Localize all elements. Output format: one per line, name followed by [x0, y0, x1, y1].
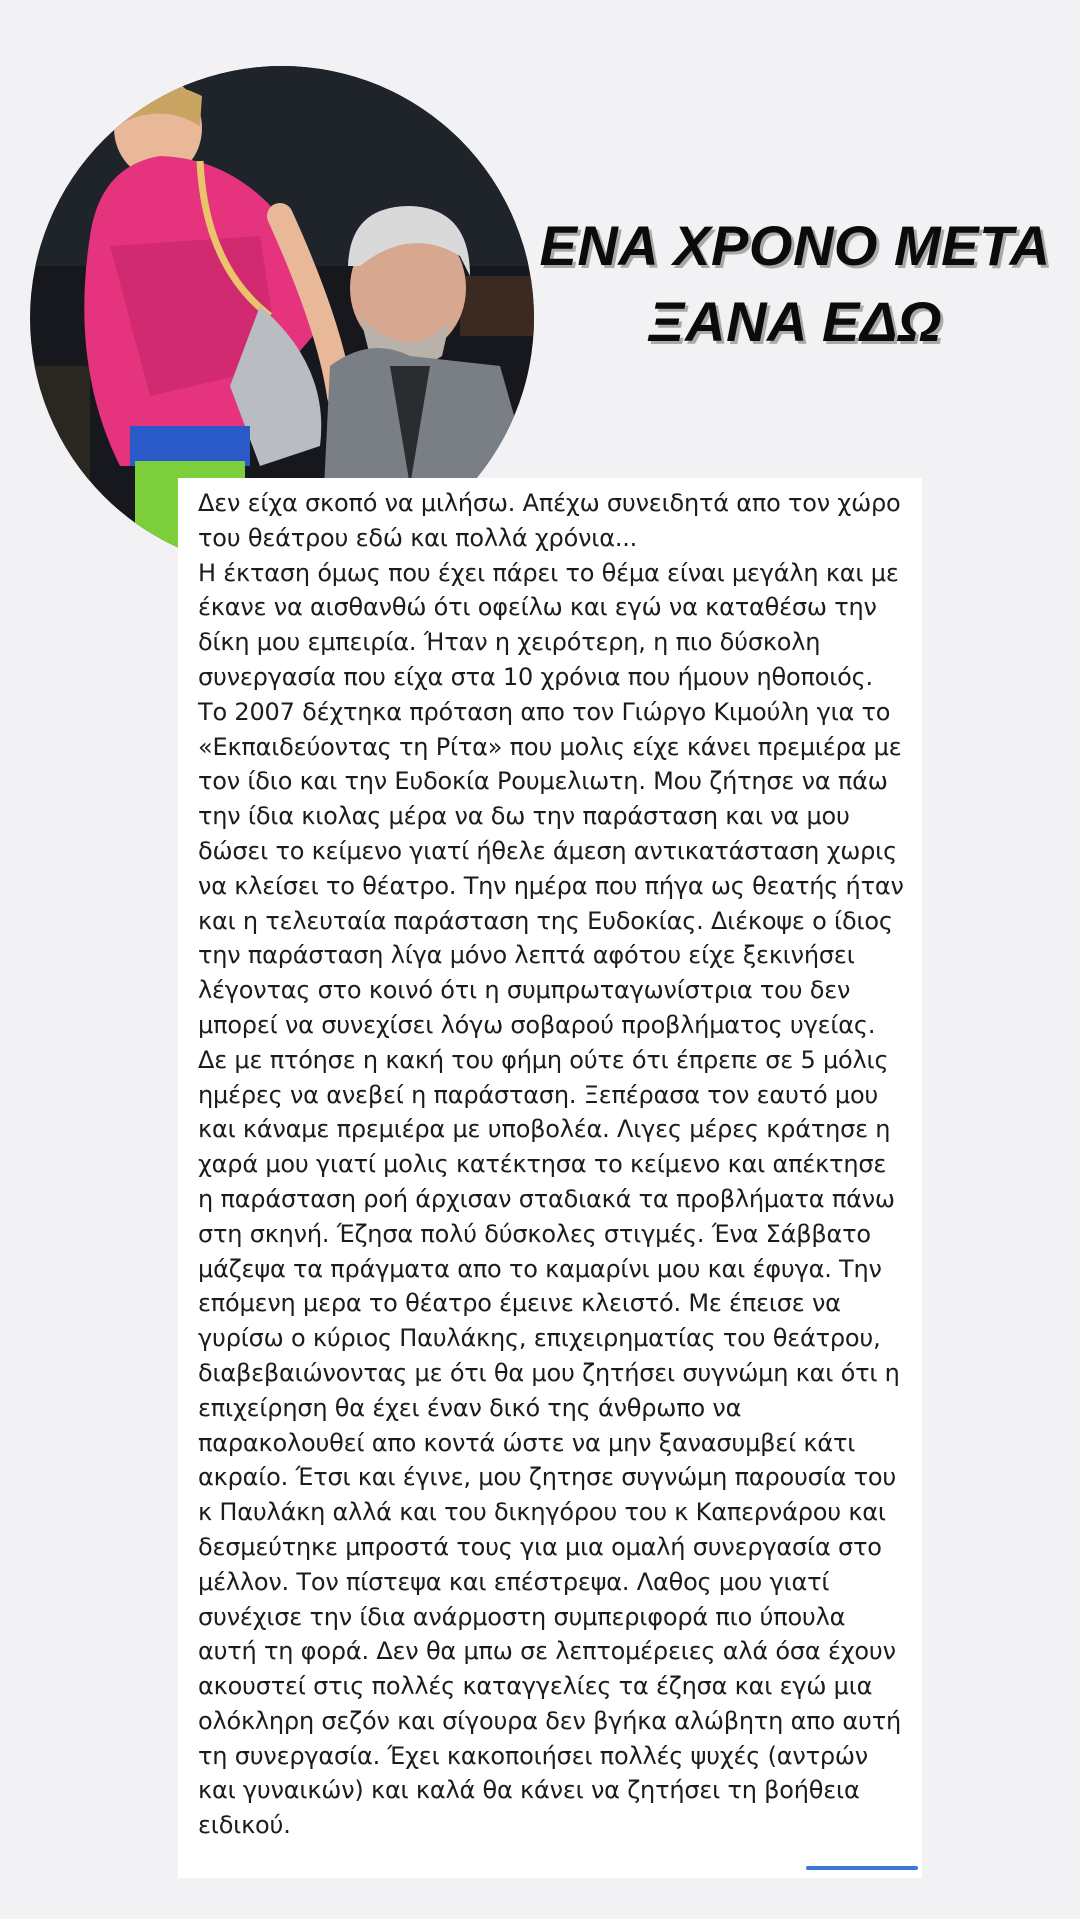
headline-line-1: ΕΝΑ ΧΡΟΝΟ ΜΕΤΑ	[539, 214, 1051, 277]
post-card	[178, 478, 922, 1878]
headline	[530, 208, 1060, 360]
post-paragraph: Δεν είχα σκοπό να μιλήσω. Απέχω συνειδητά απο τον χώρο του θεάτρου εδώ και πολλά χρόνια...	[198, 489, 901, 552]
post-text	[198, 486, 908, 1843]
card-accent-bar	[806, 1866, 918, 1870]
headline-line-2: ΞΑΝΑ ΕΔΩ	[647, 290, 943, 353]
post-paragraph: Η έκταση όμως που έχει πάρει το θέμα είναι μεγάλη και με έκανε να αισθανθώ ότι οφείλω και εγώ να καταθέσω την δίκη μου εμπειρία. Ήταν η χειρότερη, η πιο δύσκολη συνεργασία που είχα στα 10 χρόνια που ήμουν ηθοποιός. Το 2007 δέχτηκα πρόταση απο τον Γιώργο Κιμούλη για το «Εκπαιδεύοντας τη Ρίτα» που μολις είχε κάνει πρεμιέρα με τον ίδιο και την Ευδοκία Ρουμελιωτη. Μου ζήτησε να πάω την ίδια κιολας μέρα να δω την παράσταση και να μου δώσει το κείμενο γιατί ήθελε άμεση αντικατάσταση χωρις να κλείσει το θέατρο. Την ημέρα που πήγα ως θεατής ήταν και η τελευταία παράσταση της Ευδοκίας. Διέκοψε ο ίδιος την παράσταση λίγα μόνο λεπτά αφότου είχε ξεκινήσει λέγοντας στο κοινό ότι η συμπρωταγωνίστρια του δεν μπορεί να συνεχίσει λόγω σοβαρού προβλήματος υγείας.	[198, 558, 904, 1039]
post-paragraph: Δε με πτόησε η κακή του φήμη ούτε ότι έπρεπε σε 5 μόλις ημέρες να ανεβεί η παράσταση. Ξεπέρασα τον εαυτό μου και κάναμε πρεμιέρα με υποβολέα. Λιγες μέρες κράτησε η χαρά μου γιατί μολις κατέκτησα το κείμενο και απέκτησε η παράσταση ροή άρχισαν σταδιακά τα προβλήματα πάνω στη σκηνή. Έζησα πολύ δύσκολες στιγμές. Ένα Σάββατο μάζεψα τα πράγματα απο το καμαρίνι μου και έφυγα. Την επόμενη μερα το θέατρο έμεινε κλειστό. Με έπεισε να γυρίσω ο κύριος Παυλάκης, επιχειρηματίας του θεάτρου, διαβεβαιώνοντας με ότι θα μου ζητήσει συγνώμη και ότι η επιχείρηση θα έχει έναν δικό της άνθρωπο να παρακολουθεί απο κοντά ώστε να μην ξανασυμβεί κάτι ακραίο. Έτσι και έγινε, μου ζητησε συγνώμη παρουσία του κ Παυλάκη αλλά και του δικηγόρου του κ Καπερνάρου και δεσμεύτηκε μπροστά τους για μια ομαλή συνεργασία στο μέλλον. Τον πίστεψα και επέστρεψα. Λαθος μου γιατί συνέχισε την ίδια ανάρμοστη συμπεριφορά πιο ύπουλα αυτή τη φορά. Δεν θα μπω σε λεπτομέρειες αλά όσα έχουν ακουστεί στις πολλές καταγγελίες τα έζησα και εγώ μια ολόκληρη σεζόν και σίγουρα δεν βγήκα αλώβητη απο αυτή τη συνεργασία. Έχει κακοποιήσει πολλές ψυχές (αντρών και γυναικών) και καλά θα κάνει να ζητήσει τη βοήθεια ειδικού.	[198, 1045, 901, 1840]
